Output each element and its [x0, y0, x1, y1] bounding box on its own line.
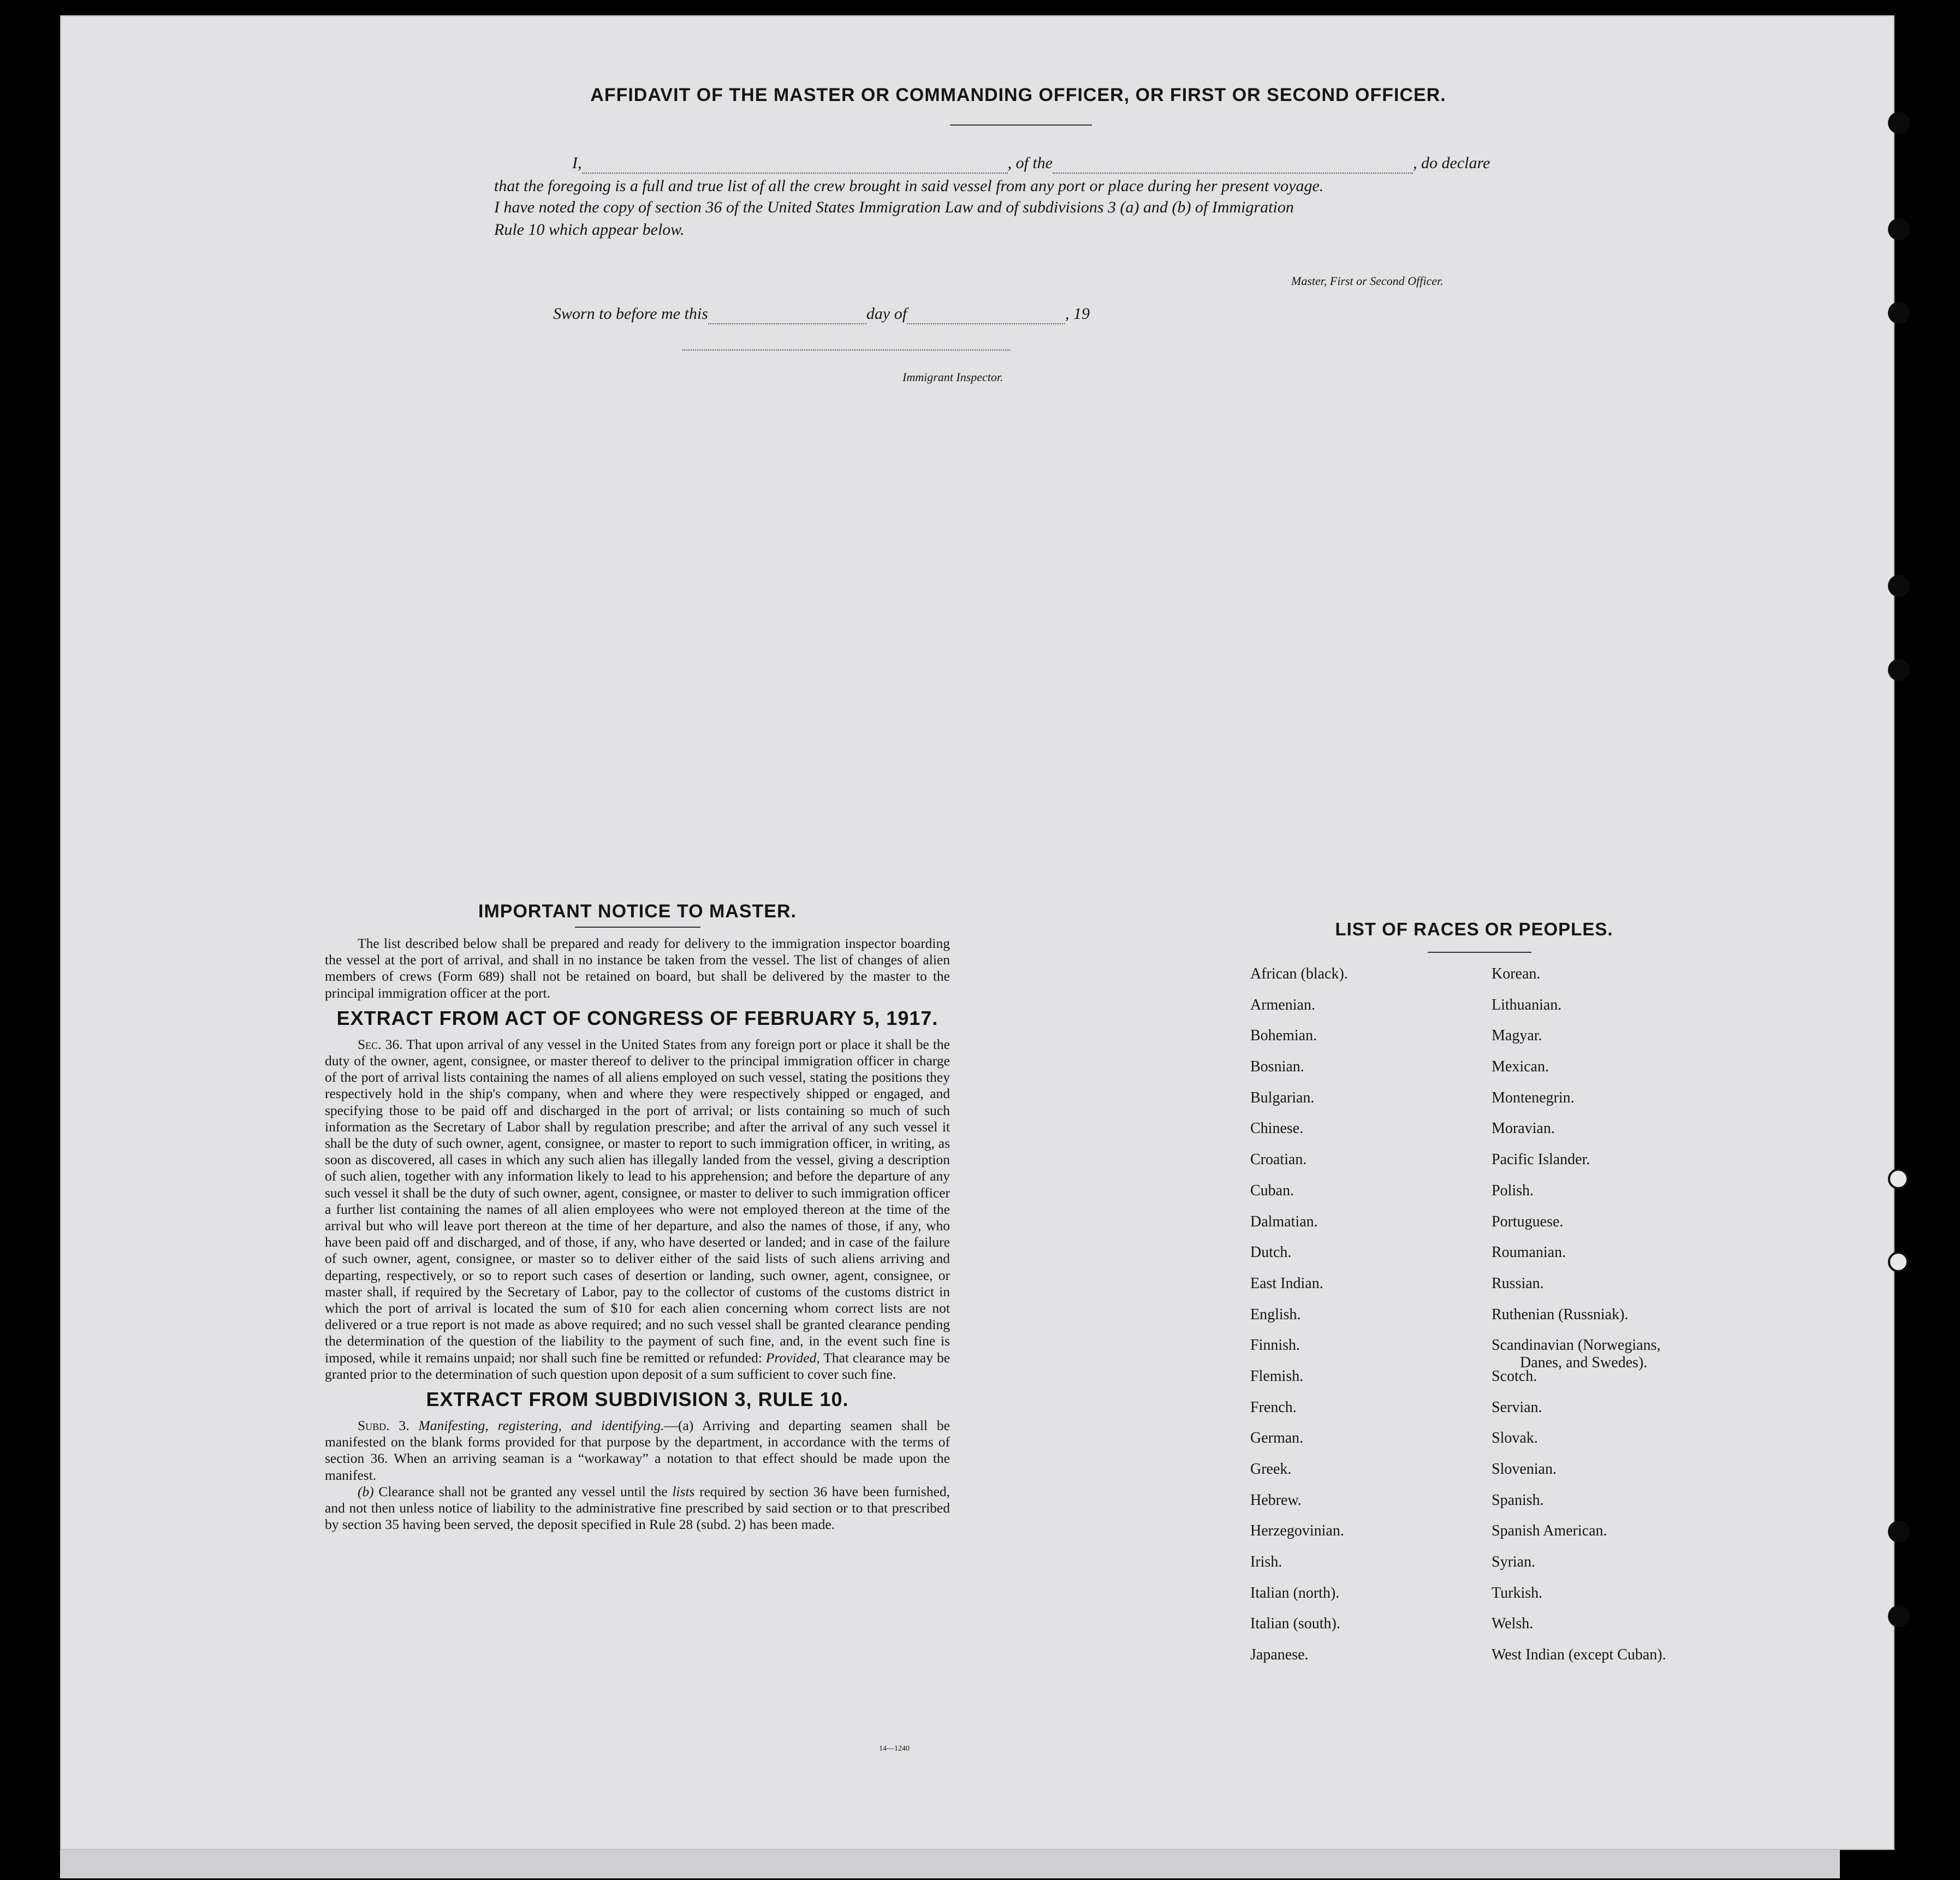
act-text-end: That clearance may be granted prior to the determination of such question upon deposit of a sum sufficient to cover such fine.	[325, 1349, 951, 1382]
master-signature-label: Master, First or Second Officer.	[1291, 274, 1444, 288]
notice-title: IMPORTANT NOTICE TO MASTER.	[478, 901, 797, 922]
year-label: , 19	[1065, 305, 1090, 323]
race-item: Portuguese.	[1492, 1213, 1564, 1230]
binder-hole	[1888, 112, 1910, 134]
act-title: EXTRACT FROM ACT OF CONGRESS OF FEBRUARY 5, 1917.	[336, 1006, 939, 1029]
race-item: Turkish.	[1492, 1584, 1543, 1602]
affidavit-line-3: I have noted the copy of section 36 of the United States Immigration Law and of subdivisions 3 (a) and (b) of Immigration	[494, 198, 1294, 216]
race-item: Flemish.	[1250, 1367, 1304, 1385]
race-item: Polish.	[1492, 1182, 1534, 1199]
binder-hole	[1888, 1521, 1910, 1543]
race-item: Slovak.	[1492, 1430, 1538, 1447]
race-item: East Indian.	[1250, 1274, 1323, 1292]
binder-hole	[1888, 659, 1910, 681]
form-code: 14—1240	[879, 1745, 910, 1753]
race-item: Italian (south).	[1250, 1615, 1340, 1633]
race-item: German.	[1250, 1430, 1304, 1447]
races-title: LIST OF RACES OR PEOPLES.	[1335, 919, 1613, 939]
race-item: Lithuanian.	[1492, 996, 1562, 1013]
race-item: French.	[1250, 1398, 1297, 1416]
title-rule	[950, 124, 1092, 126]
provided-word: Provided,	[765, 1349, 820, 1366]
rule-b-text-2: required by section 36 have been furnished, and not then unless notice of liability to the administrative fine prescribed by said section or to that prescribed by section 35 having been served, the deposit specified in Rule 28 (subd. 2) has been made.	[325, 1483, 951, 1533]
race-item: Dutch.	[1250, 1244, 1292, 1261]
binder-hole	[1888, 1252, 1909, 1272]
race-item: Herzegovinian.	[1250, 1522, 1344, 1540]
sworn-line	[553, 305, 1090, 324]
subdivision-label: Subd. 3.	[358, 1418, 409, 1434]
race-item: Pacific Islander.	[1492, 1151, 1590, 1169]
race-item: Mexican.	[1492, 1058, 1549, 1076]
binder-hole	[1888, 1169, 1909, 1189]
race-item: Croatian.	[1250, 1151, 1307, 1169]
race-item: Spanish American.	[1492, 1522, 1607, 1540]
heading-rule	[575, 927, 700, 928]
race-item-scandinavian	[1492, 1337, 1666, 1372]
sworn-label: Sworn to before me this	[553, 305, 708, 323]
race-item: African (black).	[1250, 965, 1348, 982]
vessel-label: , of the	[1007, 154, 1053, 172]
subdivision-title: Manifesting, registering, and identifying.	[418, 1418, 664, 1434]
race-item: Bulgarian.	[1250, 1089, 1315, 1106]
race-item: Chinese.	[1250, 1120, 1304, 1137]
rule-a-body	[325, 1418, 950, 1484]
race-item: Korean.	[1492, 965, 1541, 982]
act-body	[325, 1036, 950, 1383]
race-item: Italian (north).	[1250, 1584, 1340, 1602]
inspector-label: Immigrant Inspector.	[902, 370, 1003, 384]
race-item: West Indian (except Cuban).	[1492, 1646, 1666, 1664]
race-item: Bohemian.	[1250, 1027, 1317, 1045]
race-item: Magyar.	[1492, 1027, 1542, 1045]
affidavit-line-1	[572, 154, 1490, 174]
race-item: Moravian.	[1492, 1120, 1555, 1137]
section-label: Sec. 36.	[358, 1036, 403, 1052]
rule-b-label: (b)	[358, 1483, 374, 1499]
rule-title: EXTRACT FROM SUBDIVISION 3, RULE 10.	[426, 1388, 849, 1411]
race-item: Scotch.	[1492, 1367, 1537, 1385]
race-item: Spanish.	[1492, 1491, 1544, 1509]
declare-label: , do declare	[1413, 154, 1490, 172]
race-item: Syrian.	[1492, 1553, 1536, 1571]
race-item: Welsh.	[1492, 1615, 1534, 1633]
notice-body: The list described below shall be prepared and ready for delivery to the immigration inspector boarding the vessel at the port of arrival, and shall in no instance be taken from the vessel. The list of changes of alien members of crews (Form 689) shall not be retained on board, but shall be delivered by the master to the principal immigration officer at the port.	[325, 935, 950, 1001]
race-item-continuation: Danes, and Swedes).	[1520, 1354, 1648, 1372]
race-item: Dalmatian.	[1250, 1213, 1318, 1230]
race-item: Japanese.	[1250, 1646, 1309, 1664]
vessel-name-field	[1053, 154, 1413, 174]
race-item: Finnish.	[1250, 1337, 1300, 1354]
notice-column	[325, 901, 950, 1533]
rule-b-text-1: Clearance shall not be granted any vessel until the	[378, 1483, 668, 1499]
race-item: Roumanian.	[1492, 1244, 1566, 1261]
binder-hole	[1888, 1605, 1910, 1627]
races-list-left	[1250, 965, 1348, 1677]
race-item: Bosnian.	[1250, 1058, 1304, 1076]
binder-hole	[1888, 575, 1910, 597]
races-list-right	[1492, 965, 1666, 1677]
races-title-rule	[1428, 952, 1531, 953]
act-text: That upon arrival of any vessel in the United States from any foreign port or place it shall be the duty of the owner, agent, consignee, or master thereof to deliver to the principal immigration officer in charge of the port of arrival lists containing the names of all aliens employed on such vessel, stating the positions they respectively hold in the ship's company, when and where they were respectively shipped or engaged, and specifying those to be paid off and discharged in the port of arrival; or lists containing so much of such information as the Secretary of Labor shall by regulation prescribe; and after the arrival of any such vessel it shall be the duty of such owner, agent, consignee, or master to report to such immigration officer, in writing, as soon as discovered, all cases in which any such alien has illegally landed from the vessel, giving a description of such alien, together with any information likely to lead to his apprehension; and before the departure of any such vessel it shall be the duty of such owner, agent, consignee, or master to deliver to such immigration officer a further list containing the names of all alien employees who were not employed thereon at the time of the arrival but who will leave port thereon at the time of her departure, and also the names of those, if any, who have been paid off and discharged, and of those, if any, who have deserted or landed; and in case of the failure of such owner, agent, consignee, or master so to deliver either of the said lists of such aliens arriving and departing, respectively, or so to report such cases of desertion or landing, such owner, agent, consignee, or master shall, if required by the Secretary of Labor, pay to the collector of customs of the customs district in which the port of arrival is located the sum of $10 for each alien concerning whom correct lists are not delivered or a true report is not made as above required; and no such vessel shall be granted clearance pending the determination of the question of the liability to the payment of such fine, and, in the event such fine is imposed, while it remains unpaid; nor shall such fine be remitted or refunded:	[325, 1036, 950, 1366]
race-item: Servian.	[1492, 1398, 1542, 1416]
race-item: Armenian.	[1250, 996, 1315, 1013]
race-item: Montenegrin.	[1492, 1089, 1575, 1106]
race-item: Slovenian.	[1492, 1461, 1557, 1478]
race-item: Greek.	[1250, 1461, 1292, 1478]
declarant-name-field	[582, 154, 1008, 174]
race-item: Russian.	[1492, 1274, 1544, 1292]
lists-word: lists	[672, 1483, 695, 1499]
race-item: Irish.	[1250, 1553, 1282, 1571]
rule-a-text: —(a) Arriving and departing seamen shall be manifested on the blank forms provided for that purpose by the department, in accordance with the terms of section 36. When an arriving seaman is a “workaway” a notation to that effect should be made upon the manifest.	[325, 1418, 951, 1483]
race-item: Ruthenian (Russniak).	[1492, 1306, 1629, 1323]
day-of-label: day of	[866, 305, 907, 323]
sworn-day-field	[708, 305, 866, 324]
race-item: Cuban.	[1250, 1182, 1294, 1199]
affidavit-line-2: that the foregoing is a full and true list of all the crew brought in said vessel from any port or place during her present voyage.	[494, 177, 1324, 195]
race-item-text: Scandinavian (Norwegians,	[1492, 1337, 1661, 1354]
declarant-label: I,	[572, 154, 582, 172]
inspector-signature-line	[682, 349, 1010, 351]
sworn-month-field	[907, 305, 1065, 324]
binder-hole	[1888, 302, 1910, 324]
binder-hole	[1888, 218, 1910, 240]
race-item: Hebrew.	[1250, 1491, 1302, 1509]
rule-b-body	[325, 1484, 950, 1533]
affidavit-title: AFFIDAVIT OF THE MASTER OR COMMANDING OFFICER, OR FIRST OR SECOND OFFICER.	[590, 85, 1446, 105]
race-item: English.	[1250, 1306, 1301, 1323]
affidavit-line-4: Rule 10 which appear below.	[494, 221, 685, 239]
